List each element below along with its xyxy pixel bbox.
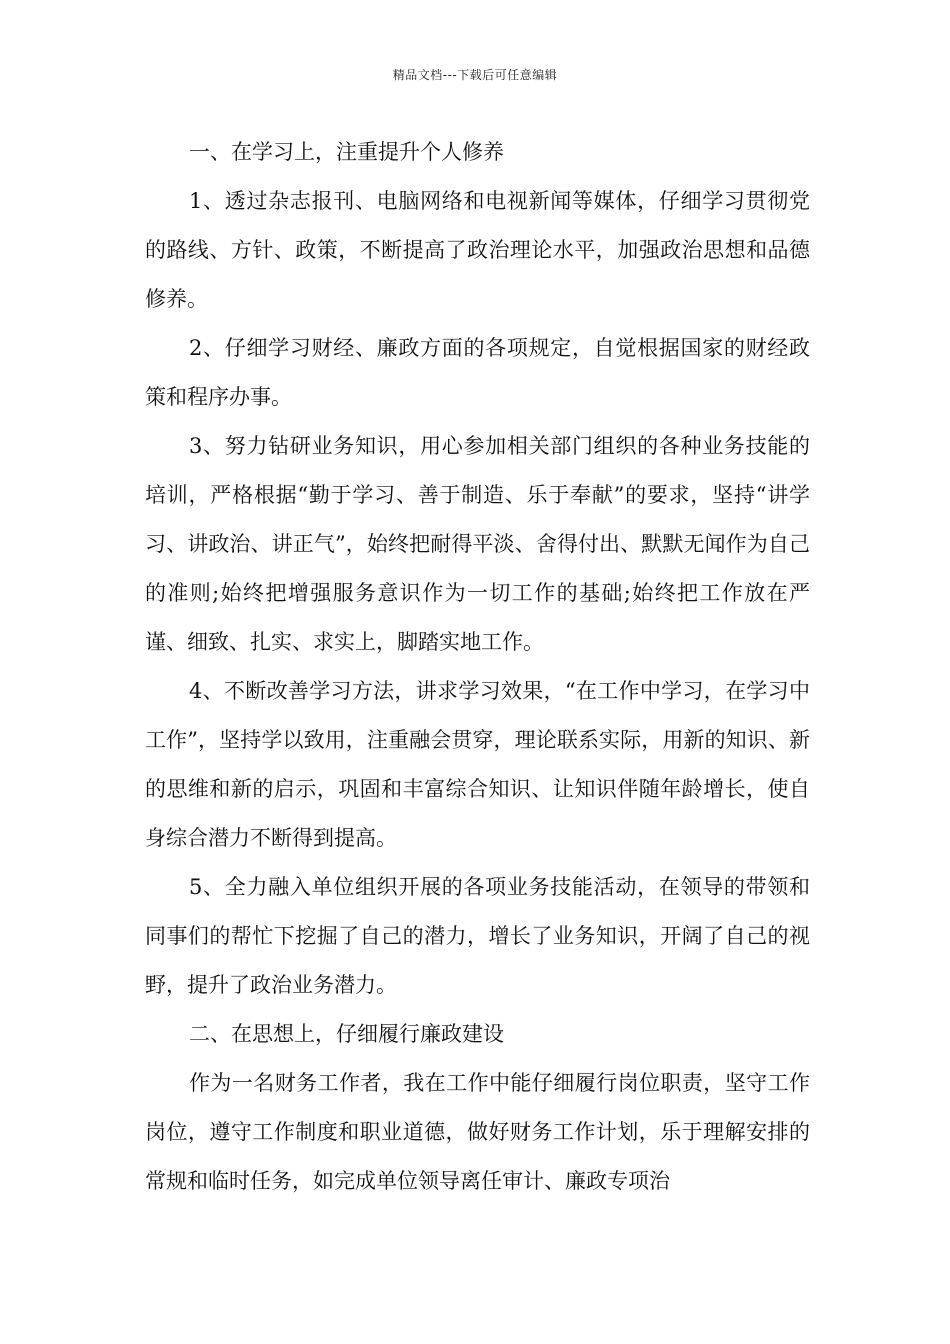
paragraph-item-5: 5、全力融入单位组织开展的各项业务技能活动，在领导的带领和同事们的帮忙下挖掘了自己的潜力，增长了业务知识，开阔了自己的视野，提升了政治业务潜力。: [145, 875, 810, 997]
section-heading-study: 一、在学习上，注重提升个人修养: [189, 140, 504, 164]
document-body: [145, 128, 810, 1206]
paragraph-item-4: 4、不断改善学习方法，讲求学习效果，“在工作中学习，在学习中工作”，坚持学以致用，注重融会贯穿，理论联系实际，用新的知识、新的思维和新的启示，巩固和丰富综合知识、让知识伴随年龄增长，使自身综合潜力不断得到提高。: [145, 679, 810, 850]
section-heading-ideology: 二、在思想上，仔细履行廉政建设: [189, 1022, 504, 1046]
paragraph-item-2: 2、仔细学习财经、廉政方面的各项规定，自觉根据国家的财经政策和程序办事。: [145, 336, 810, 409]
paragraph-item-3: 3、努力钻研业务知识，用心参加相关部门组织的各种业务技能的培训，严格根据“勤于学习、善于制造、乐于奉献”的要求，坚持“讲学习、讲政治、讲正气”，始终把耐得平淡、舍得付出、默默无闻作为自己的准则;始终把增强服务意识作为一切工作的基础;始终把工作放在严谨、细致、扎实、求实上，脚踏实地工作。: [145, 434, 810, 654]
paragraph-item-1: 1、透过杂志报刊、电脑网络和电视新闻等媒体，仔细学习贯彻党的路线、方针、政策，不断提高了政治理论水平，加强政治思想和品德修养。: [145, 189, 810, 311]
paragraph-finance-role: 作为一名财务工作者，我在工作中能仔细履行岗位职责，坚守工作岗位，遵守工作制度和职业道德，做好财务工作计划，乐于理解安排的常规和临时任务，如完成单位领导离任审计、廉政专项治: [145, 1071, 810, 1193]
page-header: 精品文档---下载后可任意编辑: [392, 68, 558, 82]
